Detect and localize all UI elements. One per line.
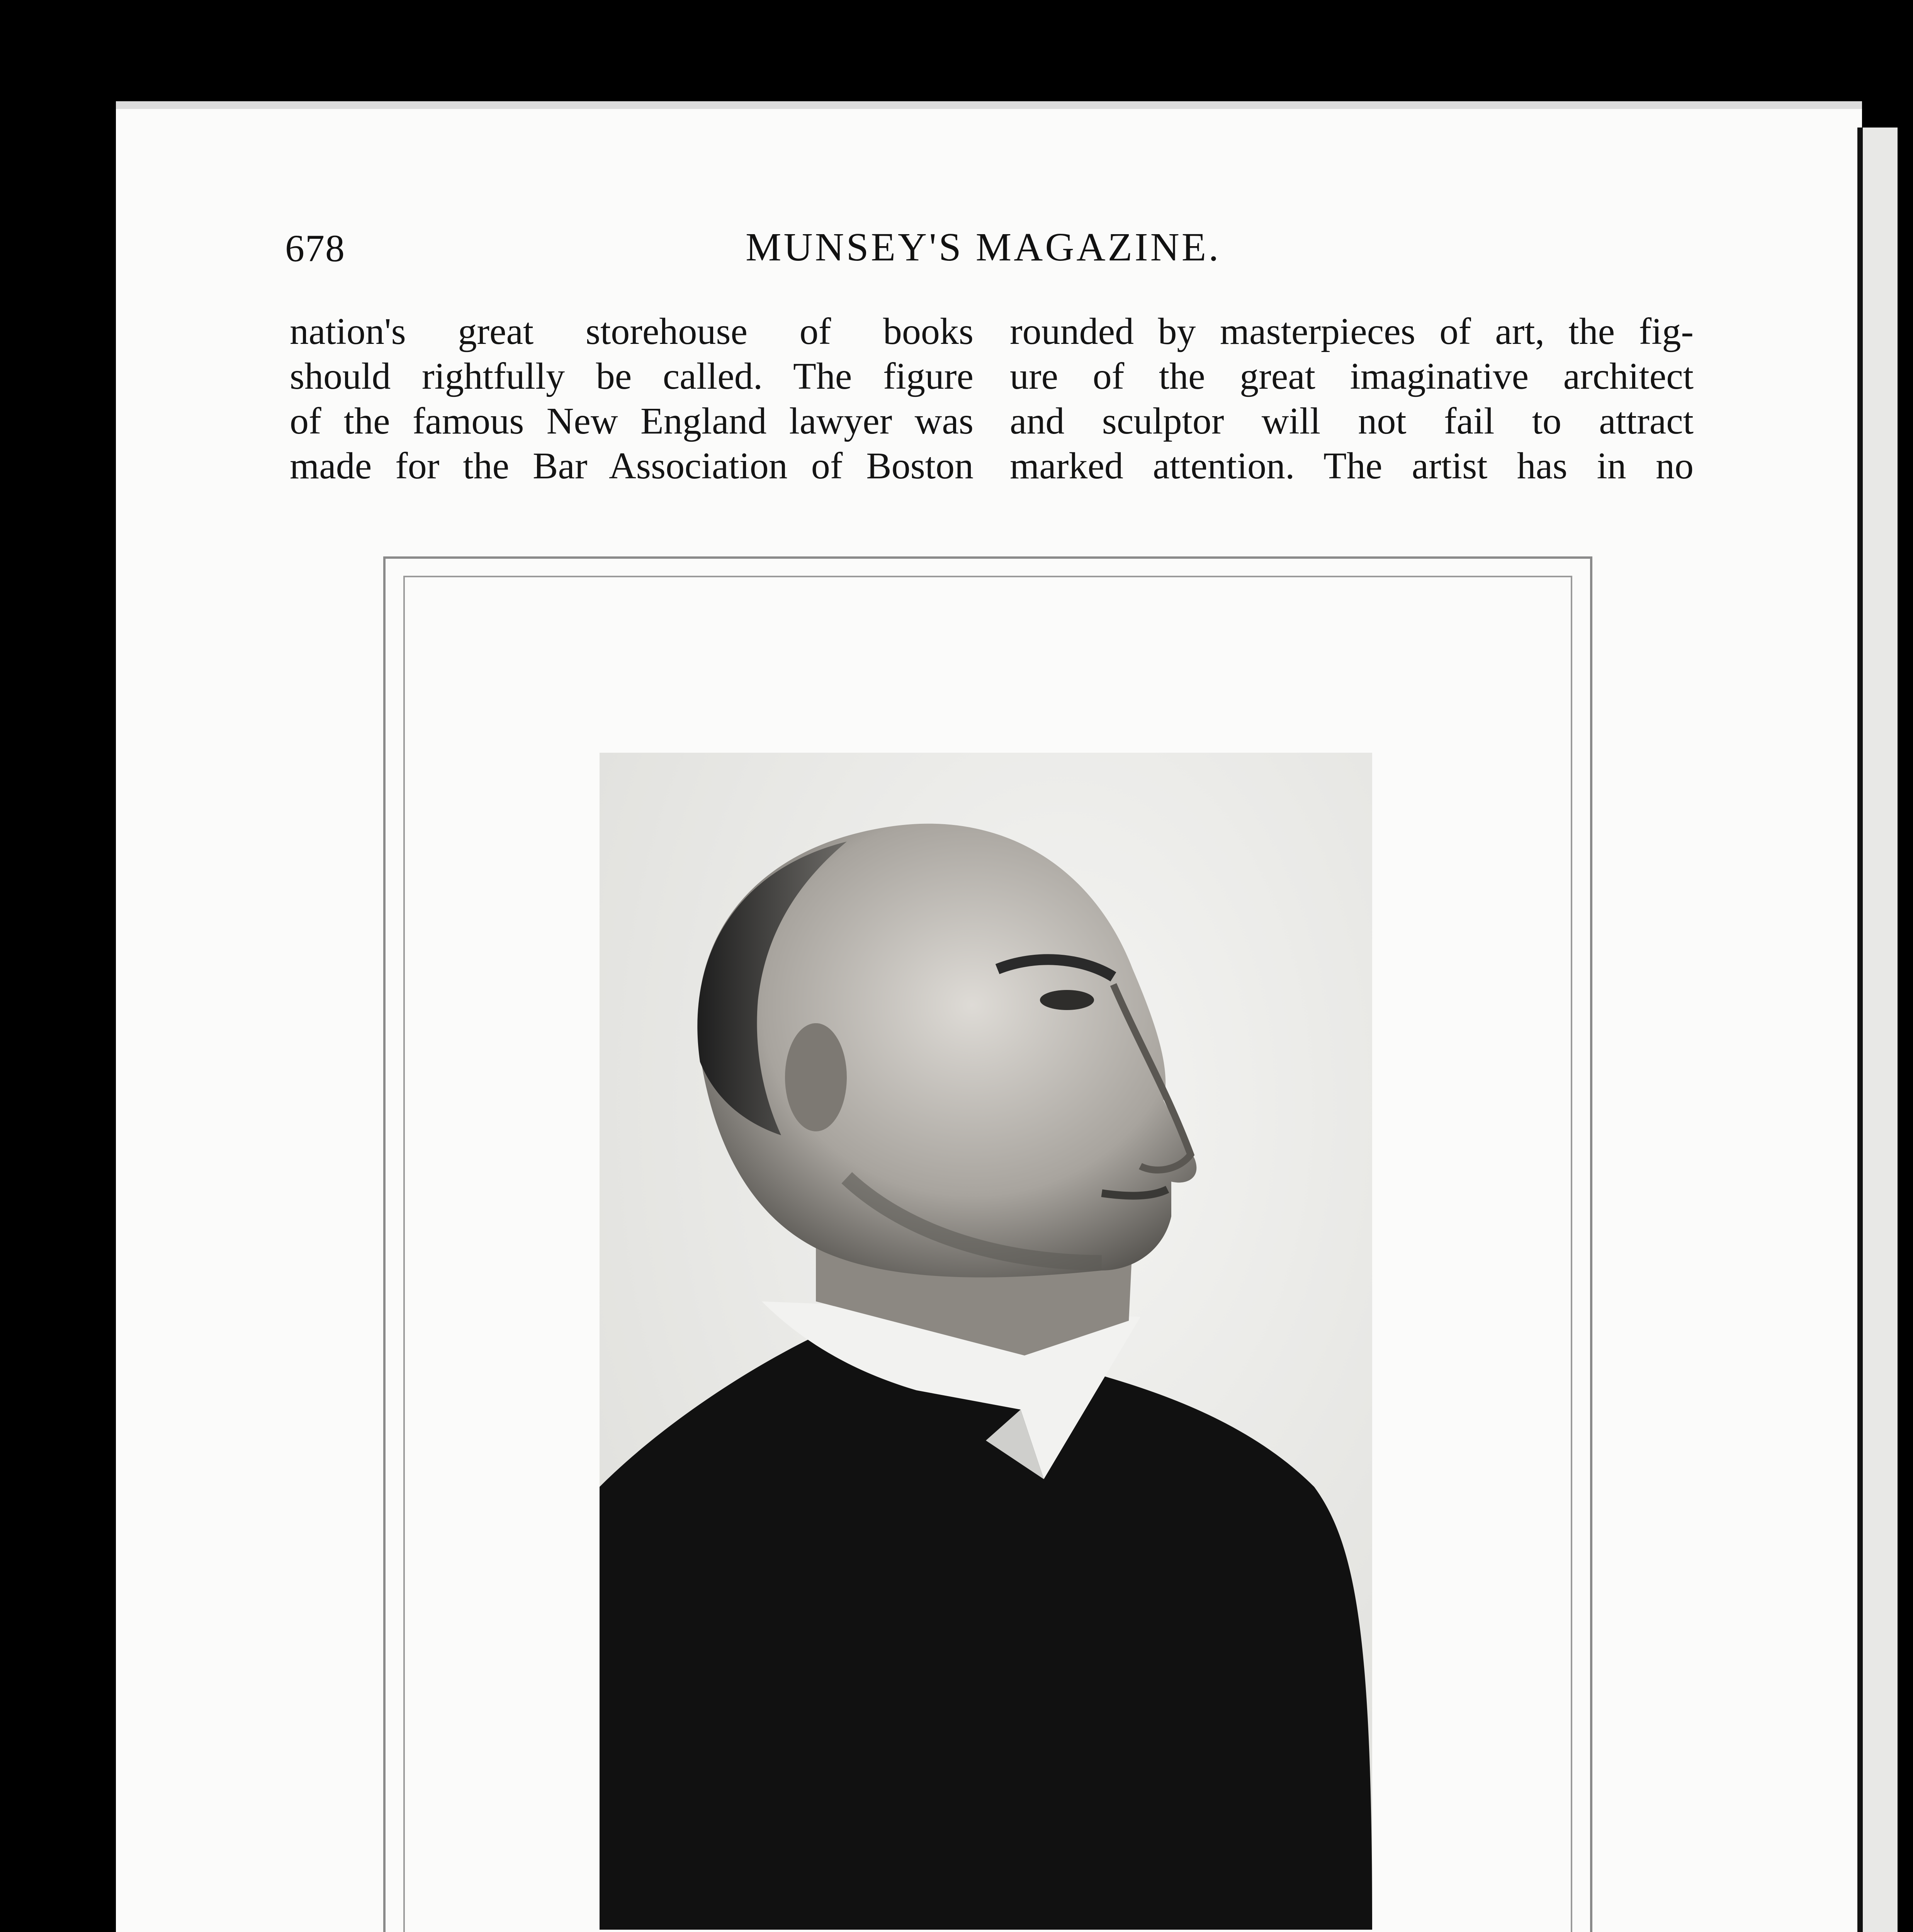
text-column-top-right — [1010, 309, 1694, 488]
text-line: rounded by masterpieces of art, the fig- — [1010, 311, 1694, 352]
text-line: and sculptor will not fail to attract — [1010, 400, 1694, 442]
portrait-illustration — [600, 753, 1372, 1930]
facing-page-edge — [1857, 128, 1898, 1932]
text-line: of the famous New England lawyer was — [290, 400, 973, 442]
portrait-photograph — [600, 753, 1372, 1930]
text-line: ure of the great imaginative architect — [1010, 355, 1694, 397]
text-line: marked attention. The artist has in no — [1010, 445, 1694, 487]
page-top-edge — [116, 101, 1862, 109]
text-line: should rightfully be called. The figure — [290, 355, 973, 397]
running-header: MUNSEY'S MAGAZINE. — [746, 225, 1221, 269]
text-line: nation's great storehouse of books — [290, 311, 973, 352]
text-column-top-left — [290, 309, 973, 488]
page-number: 678 — [285, 227, 345, 270]
text-line: made for the Bar Association of Boston — [290, 445, 973, 487]
